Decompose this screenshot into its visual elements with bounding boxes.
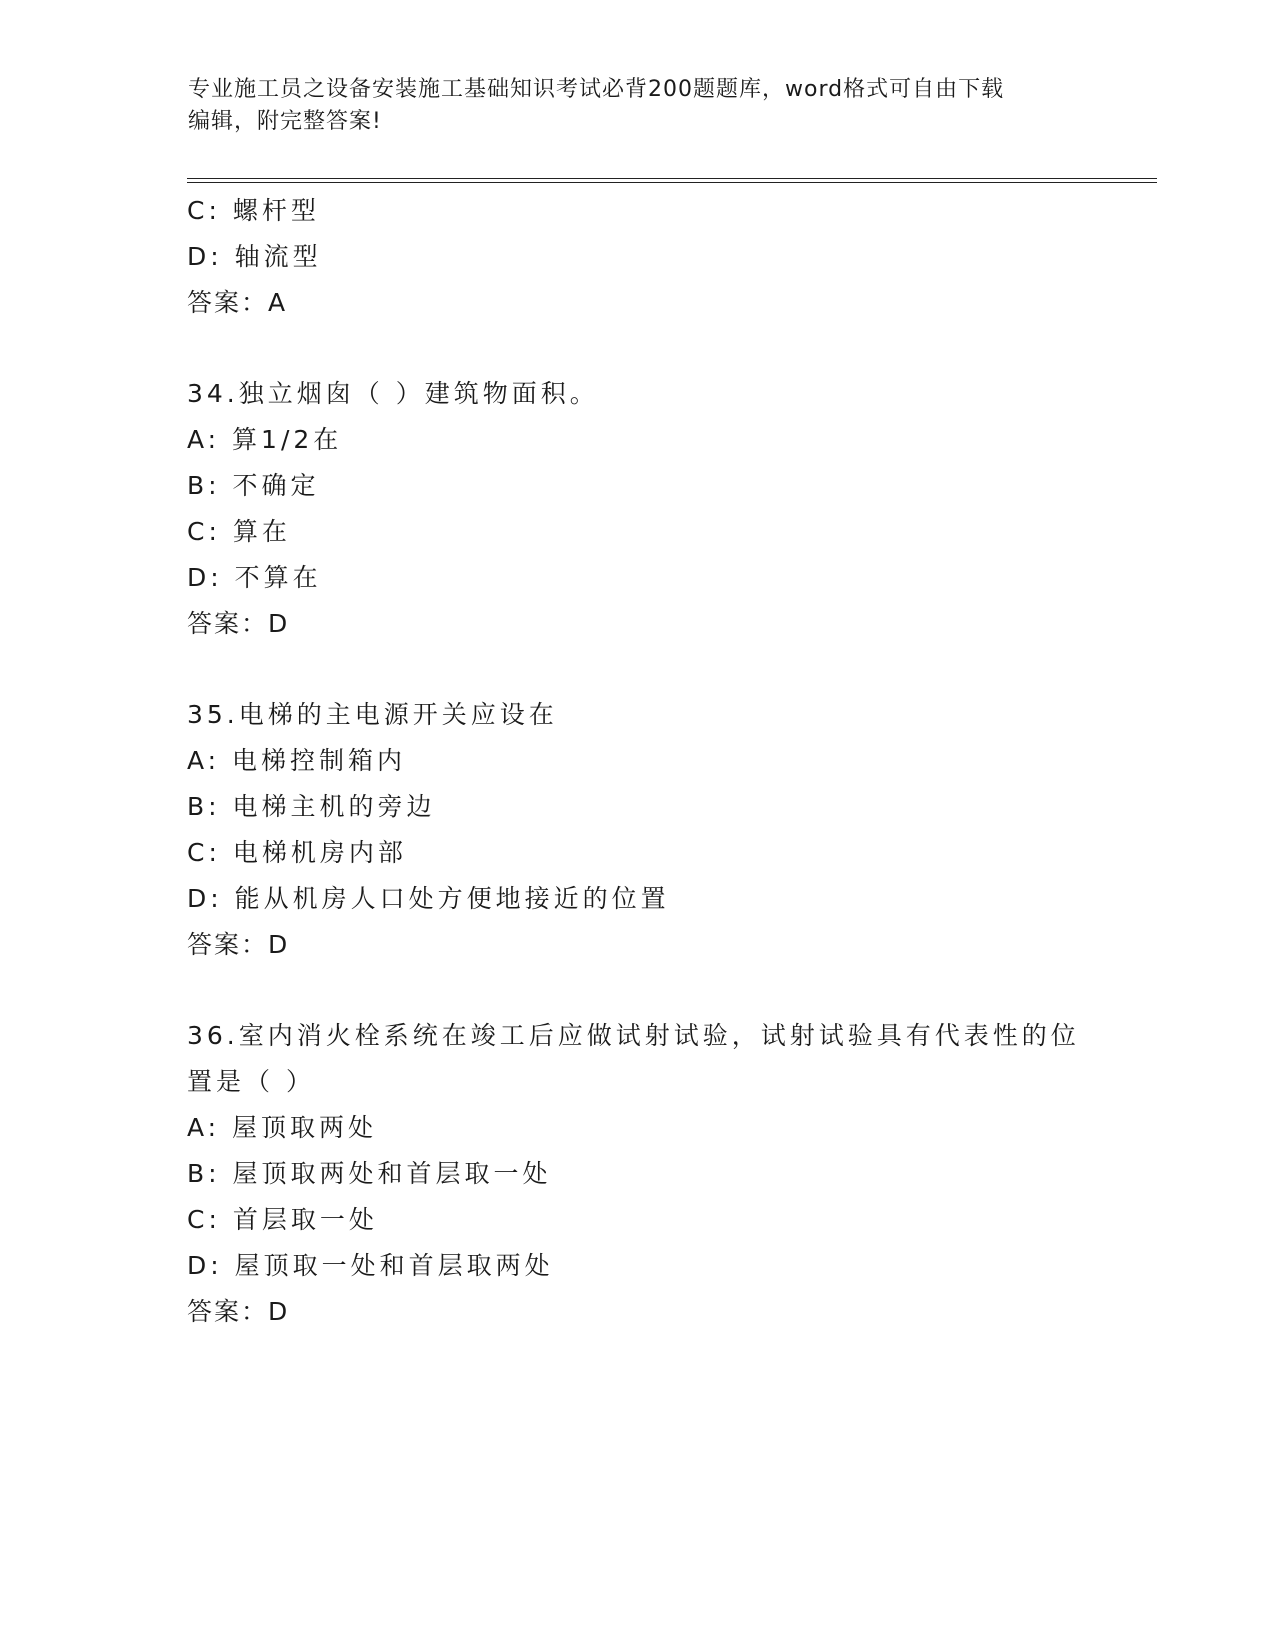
question-title: 35.电梯的主电源开关应设在 bbox=[187, 700, 558, 729]
answer-line: 答案：D bbox=[187, 1297, 290, 1326]
answer-line: 答案：D bbox=[187, 930, 290, 959]
header-divider-bottom bbox=[187, 182, 1157, 183]
question-title-line-1: 36.室内消火栓系统在竣工后应做试射试验，试射试验具有代表性的位 bbox=[187, 1021, 1080, 1050]
option-d: D: 屋顶取一处和首层取两处 bbox=[187, 1251, 554, 1280]
question-35 bbox=[187, 692, 1087, 968]
header-divider-top bbox=[187, 178, 1157, 179]
question-title-line-2: 置是（ ） bbox=[187, 1067, 315, 1096]
option-a: A: 算1/2在 bbox=[187, 425, 343, 454]
option-c: C: 算在 bbox=[187, 517, 291, 546]
option-b: B: 不确定 bbox=[187, 471, 320, 500]
question-title: 34.独立烟囱（ ）建筑物面积。 bbox=[187, 379, 599, 408]
option-d: D: 能从机房人口处方便地接近的位置 bbox=[187, 884, 670, 913]
spacer bbox=[187, 647, 1087, 692]
option-a: A: 屋顶取两处 bbox=[187, 1113, 378, 1142]
option-c: C: 电梯机房内部 bbox=[187, 838, 407, 867]
header-title-line-1: 专业施工员之设备安装施工基础知识考试必背200题题库，word格式可自由下载 bbox=[188, 77, 1005, 102]
question-36 bbox=[187, 1013, 1087, 1335]
option-d: D: 轴流型 bbox=[187, 242, 322, 271]
document-header bbox=[188, 74, 1088, 138]
answer-line: 答案：D bbox=[187, 609, 290, 638]
header-title-line-2: 编辑，附完整答案! bbox=[188, 109, 382, 134]
option-a: A: 电梯控制箱内 bbox=[187, 746, 407, 775]
option-b: B: 屋顶取两处和首层取一处 bbox=[187, 1159, 552, 1188]
option-c: C: 螺杆型 bbox=[187, 196, 320, 225]
option-c: C: 首层取一处 bbox=[187, 1205, 378, 1234]
question-list bbox=[187, 188, 1087, 1335]
answer-line: 答案：A bbox=[187, 288, 288, 317]
option-b: B: 电梯主机的旁边 bbox=[187, 792, 436, 821]
spacer bbox=[187, 326, 1087, 371]
spacer bbox=[187, 968, 1087, 1013]
carryover-question bbox=[187, 188, 1087, 326]
question-34 bbox=[187, 371, 1087, 647]
option-d: D: 不算在 bbox=[187, 563, 322, 592]
